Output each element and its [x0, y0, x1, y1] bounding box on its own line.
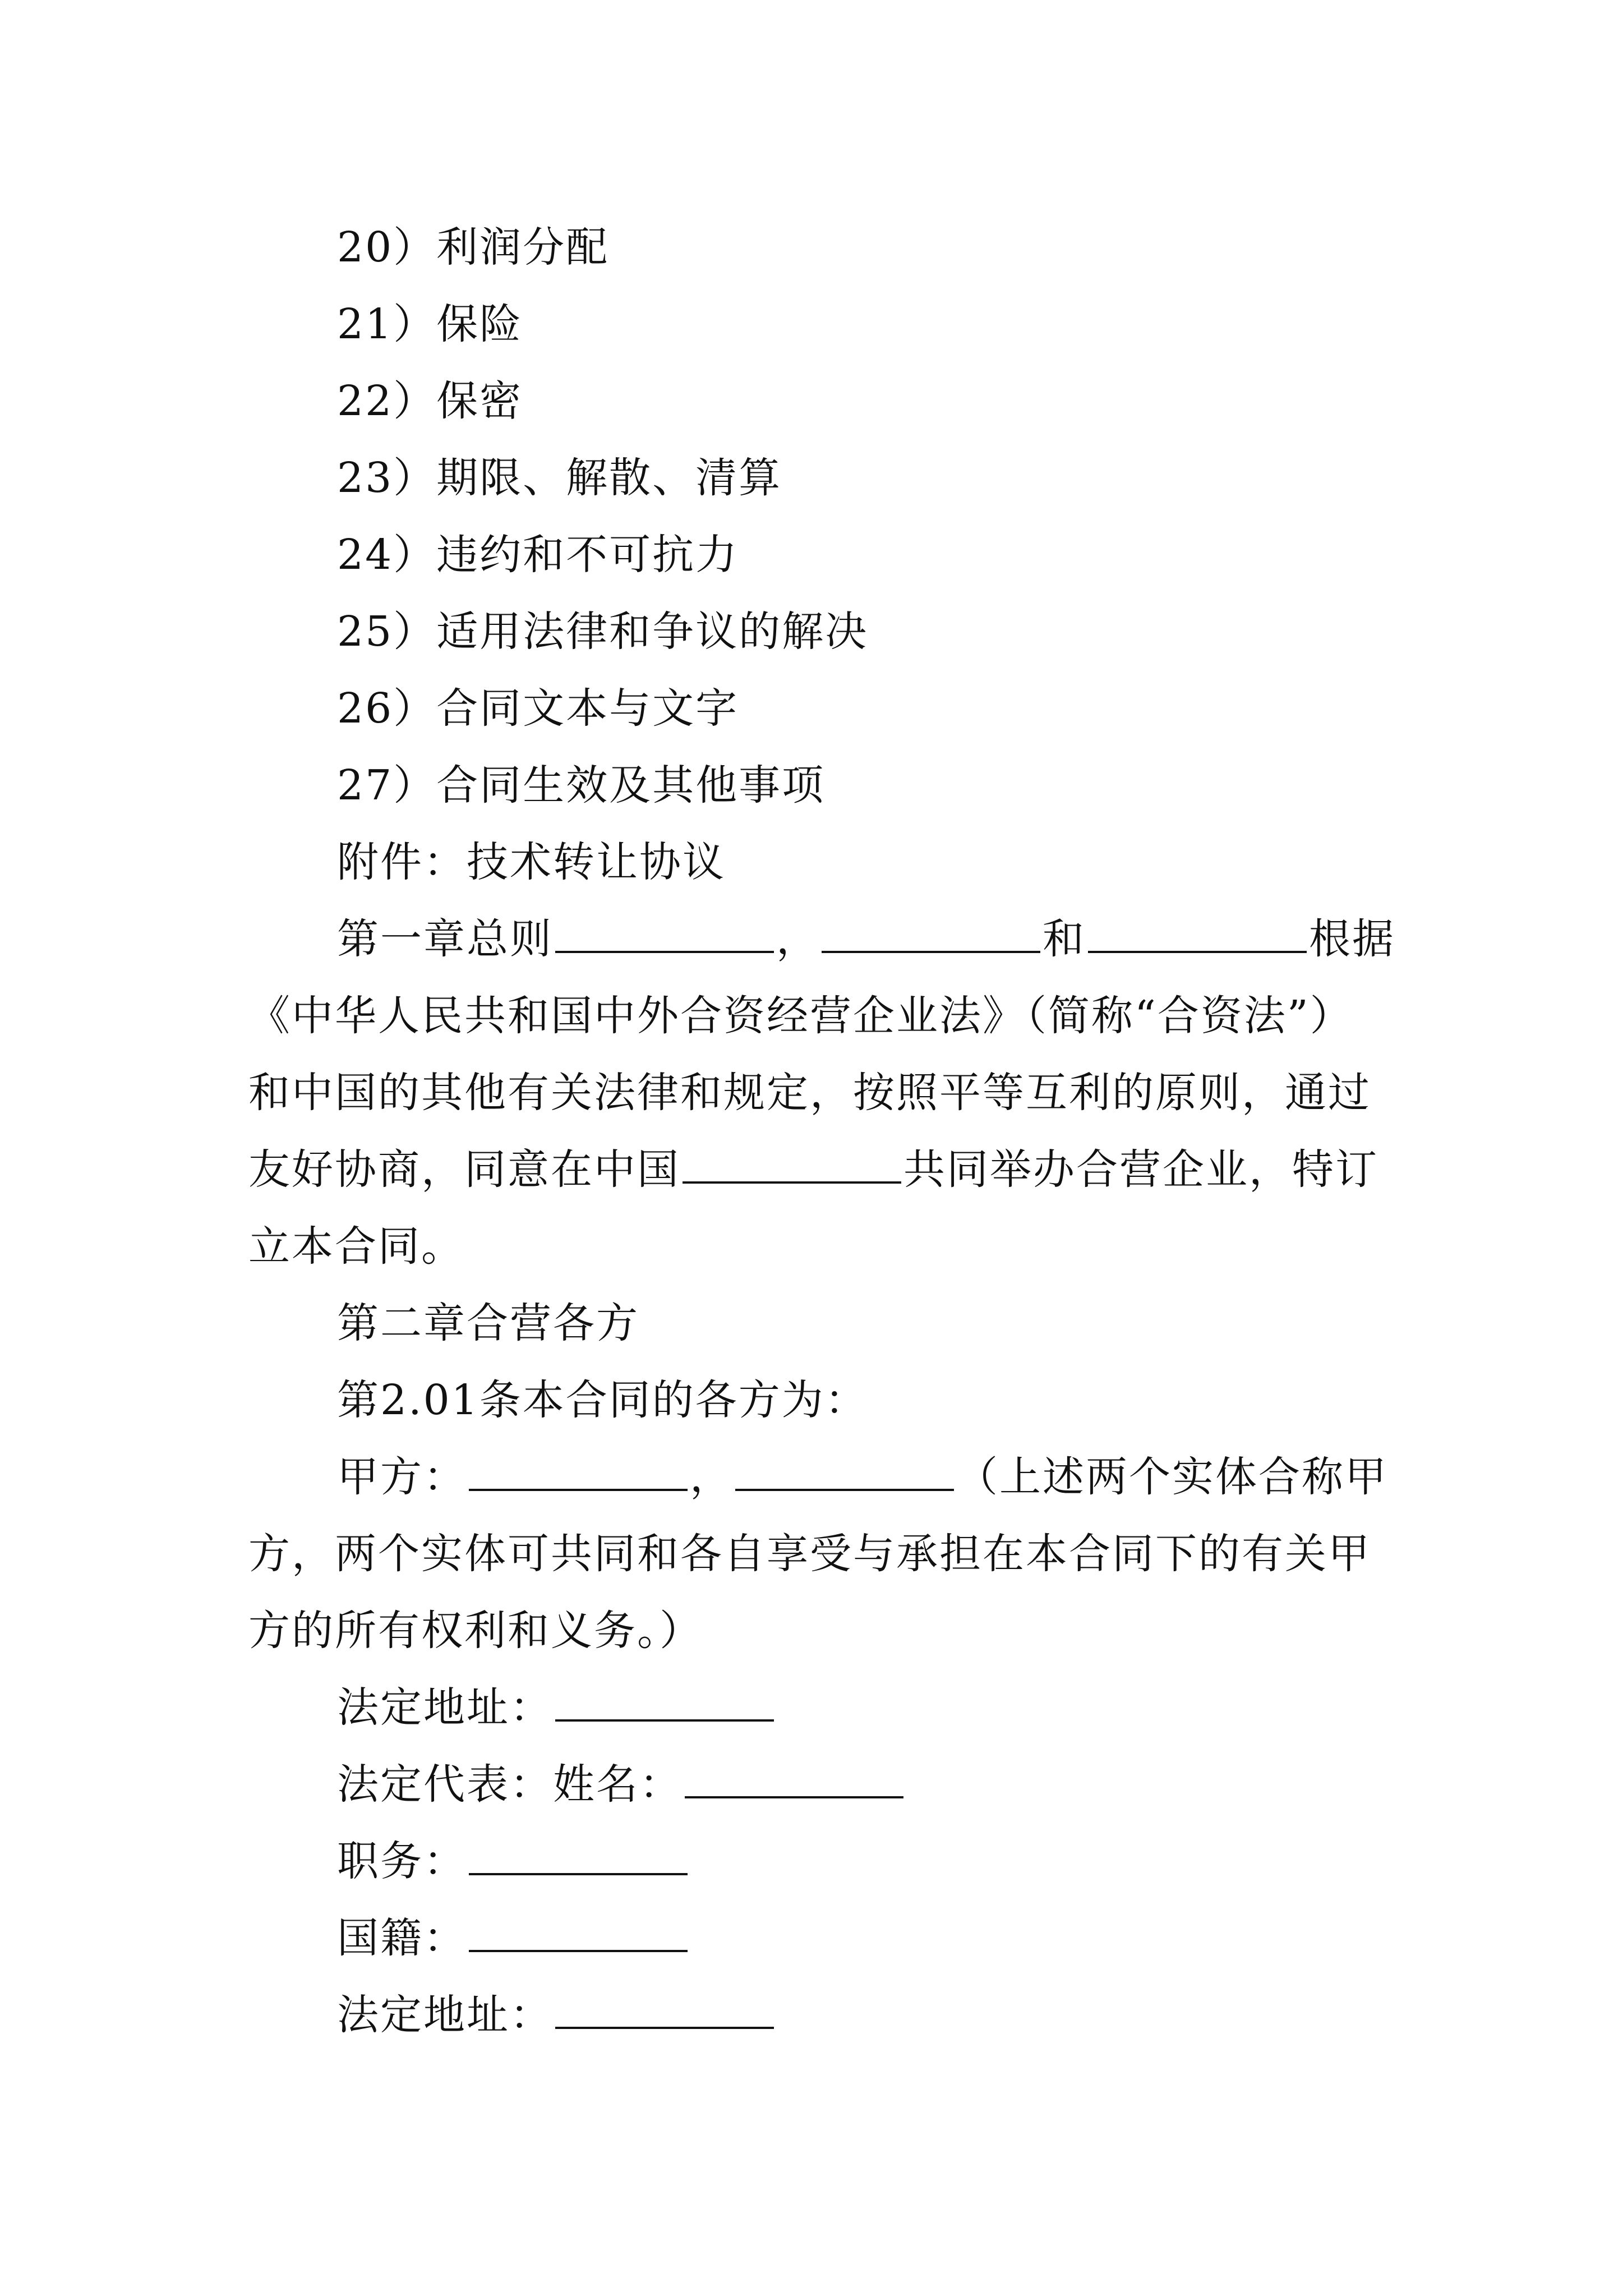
fill-blank	[685, 1760, 903, 1798]
field-nationality	[248, 1900, 1381, 1977]
field-legal-address-2	[248, 1977, 1381, 2054]
genju-text: 根据	[1309, 915, 1395, 963]
field-label: 职务：	[337, 1837, 467, 1885]
article-2-01: 第2.01条本合同的各方为：	[337, 1376, 868, 1424]
field-label: 法定代表：姓名：	[337, 1760, 683, 1809]
comma: ，	[690, 1453, 733, 1501]
field-label: 国籍：	[337, 1914, 467, 1962]
chapter2-heading: 第二章合营各方	[337, 1299, 639, 1347]
chapter1-first-line	[248, 901, 1395, 978]
party-a-line	[248, 1439, 1388, 1516]
fill-blank	[822, 915, 1040, 953]
toc-item: 23）期限、解散、清算	[337, 454, 782, 502]
fill-blank	[683, 1145, 901, 1184]
toc-item: 22）保密	[337, 377, 523, 425]
chapter1-line5: 立本合同。	[248, 1222, 464, 1271]
fill-blank	[555, 1991, 774, 2029]
chapter1-line4-b: 共同举办合营企业，特订	[903, 1145, 1378, 1194]
fill-blank	[469, 1453, 688, 1491]
toc-item: 26）合同文本与文字	[337, 684, 739, 733]
party-a-note: （上述两个实体合称甲	[956, 1453, 1388, 1501]
field-legal-representative	[248, 1746, 1381, 1823]
field-label: 法定地址：	[337, 1991, 553, 2039]
toc-item: 21）保险	[337, 300, 523, 348]
comma: ，	[776, 915, 819, 963]
fill-blank	[469, 1914, 688, 1952]
toc-item: 24）违约和不可抗力	[337, 531, 739, 579]
chapter1-line4-a: 友好协商，同意在中国	[248, 1145, 680, 1194]
document-body	[248, 209, 1395, 2054]
appendix-line: 附件：技术转让协议	[337, 838, 726, 886]
fill-blank	[1088, 915, 1307, 953]
field-label: 法定地址：	[337, 1683, 553, 1732]
fill-blank	[555, 915, 774, 953]
chapter1-line2: 《中华人民共和国中外合资经营企业法》（简称“合资法”）	[248, 992, 1353, 1040]
party-a-label: 甲方：	[337, 1453, 467, 1501]
fill-blank	[555, 1683, 774, 1722]
field-position	[248, 1823, 1381, 1900]
chapter1-line4	[248, 1131, 1381, 1208]
field-legal-address	[248, 1669, 1381, 1746]
toc-item: 20）利润分配	[337, 223, 610, 272]
fill-blank	[735, 1453, 954, 1491]
party-a-line2: 方，两个实体可共同和各自享受与承担在本合同下的有关甲	[248, 1530, 1371, 1578]
toc-item: 27）合同生效及其他事项	[337, 761, 826, 809]
chapter1-heading: 第一章总则	[337, 915, 553, 963]
fill-blank	[469, 1837, 688, 1875]
party-a-line3: 方的所有权利和义务。）	[248, 1607, 703, 1655]
toc-item: 25）适用法律和争议的解决	[337, 608, 869, 656]
chapter1-line3: 和中国的其他有关法律和规定，按照平等互利的原则，通过	[248, 1069, 1371, 1117]
and-text: 和	[1043, 915, 1086, 963]
